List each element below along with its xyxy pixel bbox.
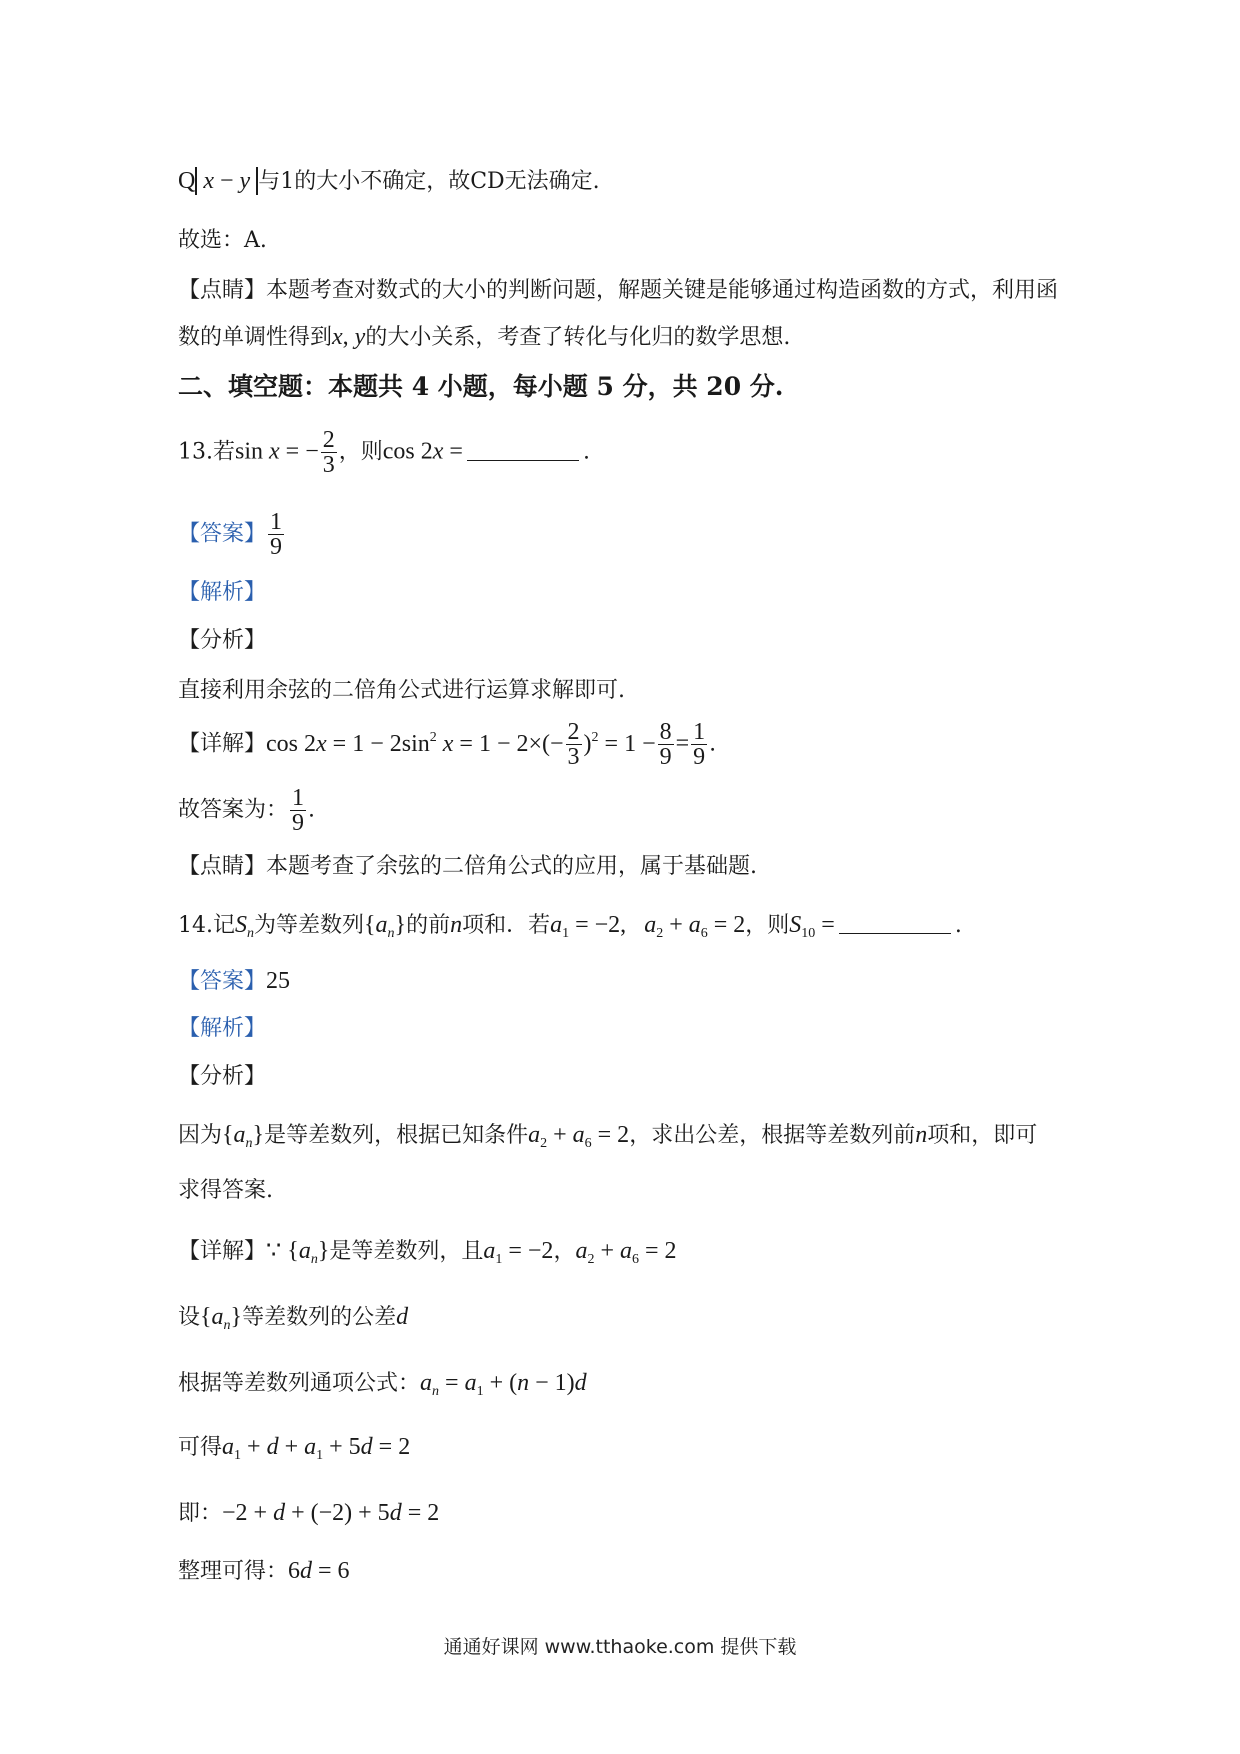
detail-14: 【详解】∵ $\{a_n\}$是等差数列，且$a_1 = -2$，$a_2 + a_6 = 2$ [178, 1238, 677, 1267]
line-therefore: Q x − y 与1的大小不确定，故CD无法确定. [178, 168, 600, 194]
detail-14-d1: 设$\{a_n\}$等差数列的公差d [178, 1304, 409, 1333]
detail-14-d5: 整理可得：6d = 6 [178, 1558, 350, 1584]
final-13: 故答案为： $\frac{1}{9}$ . [178, 785, 316, 836]
detail-13: 【详解】$\cos 2x = 1 - 2\sin^2$ x = 1 − 2×(− $\frac{2}{3}$ )$^2$ = 1 − $\frac{8}{9}$ = $\frac{1}{9}$ . [178, 719, 717, 770]
answer-14: 【答案】25 [178, 968, 291, 994]
page-footer: 通通好课网 www.tthaoke.com 提供下载 [443, 1636, 797, 1658]
section-heading: 二、填空题：本题共 4 小题，每小题 5 分，共 20 分. [178, 372, 784, 401]
method-13: 直接利用余弦的二倍角公式进行运算求解即可. [178, 678, 625, 703]
fenxi-label-13: 【分析】 [178, 628, 267, 653]
question-13: 13.若sin x = − $\frac{2}{3}$ ，则cos 2x = . [178, 427, 590, 478]
answer-label: 【答案】 [178, 521, 267, 547]
fenxi-label-14: 【分析】 [178, 1064, 267, 1089]
answer-blank-14 [839, 911, 951, 934]
line-dianjing-2: 数的单调性得到x, y的大小关系，考查了转化与化归的数学思想. [178, 324, 791, 350]
line-choice: 故选：A. [178, 228, 267, 253]
abs-expression: x − y [195, 167, 258, 195]
detail-14-d2: 根据等差数列通项公式：$a_n = a_1 + (n - 1)d$ [178, 1370, 587, 1399]
detail-14-d3: 可得$a_1 + d + a_1 + 5d = 2$ [178, 1434, 411, 1463]
detail-14-d4: 即：−2 + d + (−2) + 5d = 2 [178, 1500, 440, 1526]
question-14: 14.记$S_n$为等差数列$\{a_n\}$的前n项和．若$a_1 = -2$, $a_2 + a_6 = 2$，则$S_{10}$ = . [178, 912, 962, 941]
answer-13: 【答案】 $\frac{1}{9}$ [178, 509, 283, 560]
dianjing-13: 【点睛】本题考查了余弦的二倍角公式的应用，属于基础题. [178, 854, 757, 879]
fenxi-14-2: 求得答案. [178, 1178, 273, 1203]
analysis-label-14: 【解析】 [178, 1016, 267, 1041]
fenxi-14-1: 因为$\{a_n\}$是等差数列，根据已知条件$a_2 + a_6 = 2$，求出公差，根据等差数列前n项和，即可 [178, 1122, 1038, 1151]
answer-blank [467, 438, 579, 461]
line-dianjing-1: 【点睛】本题考查对数式的大小的判断问题，解题关键是能够通过构造函数的方式，利用函 [178, 278, 1059, 303]
analysis-label-13: 【解析】 [178, 580, 267, 605]
